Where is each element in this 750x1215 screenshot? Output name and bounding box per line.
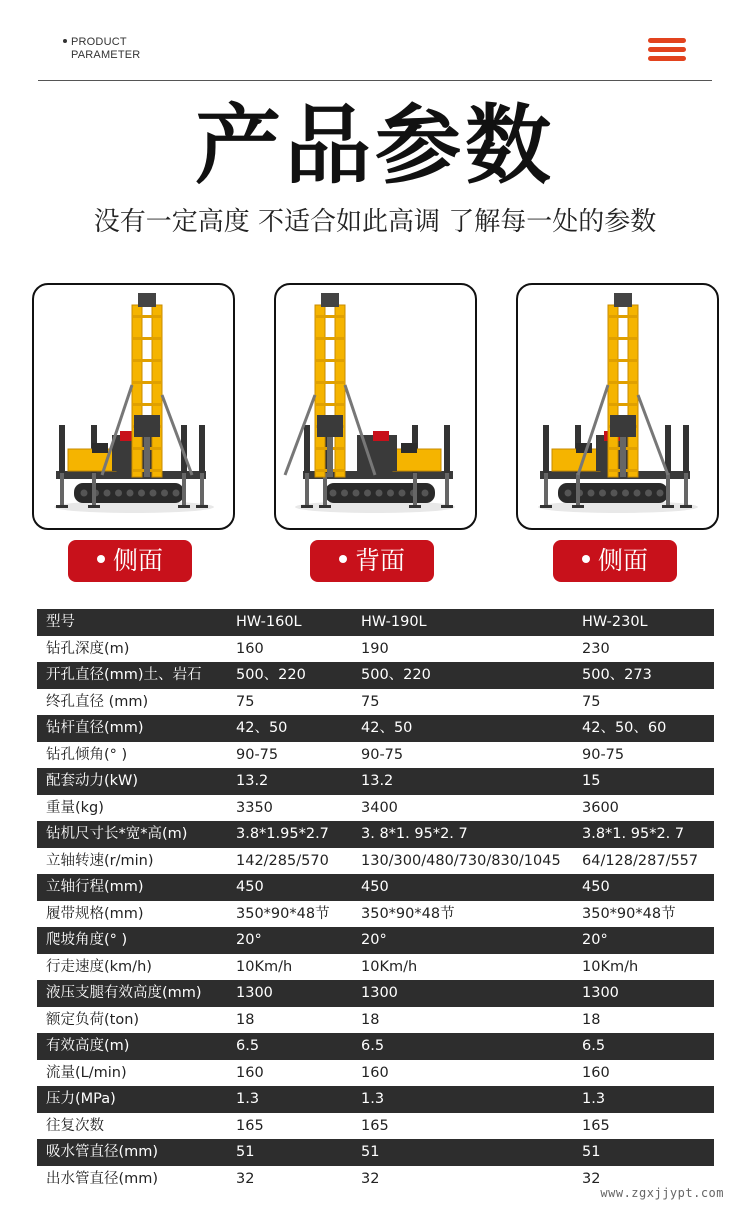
table-row [37,980,714,1007]
param-value-cell: 190 [361,640,389,657]
param-value-cell: 51 [236,1144,255,1160]
param-value-cell: 18 [582,1011,601,1028]
bullet-dot-icon [339,555,347,563]
param-name-cell: 终孔直径 (mm) [46,693,149,710]
table-row [37,636,714,663]
table-row [37,689,714,716]
table-row [37,662,714,689]
product-image-card [516,283,719,530]
param-value-cell: 6.5 [236,1038,260,1054]
page-header [0,0,750,82]
table-row [37,715,714,742]
param-value-cell: 75 [582,693,601,710]
param-value-cell: 13.2 [236,773,269,789]
param-value-cell: 350*90*48节 [361,905,455,922]
table-row [37,1060,714,1087]
param-value-cell: 165 [361,1117,389,1134]
param-value-cell: 160 [236,1064,264,1081]
param-value-cell: 51 [582,1144,601,1160]
param-name-cell: 流量(L/min) [46,1064,127,1081]
param-name-cell: 钻孔倾角(° ) [46,746,128,763]
param-value-cell: 130/300/480/730/830/1045 [361,852,561,869]
param-name-cell: 出水管直径(mm) [46,1170,159,1187]
param-value-cell: 42、50 [236,720,288,736]
param-name-cell: 爬坡角度(° ) [46,932,128,948]
param-name-cell: 行走速度(km/h) [46,958,152,975]
param-value-cell: 20° [236,932,262,948]
param-name-cell: 压力(MPa) [46,1091,116,1107]
table-row [37,901,714,928]
product-parameter-tag: PRODUCT PARAMETER [63,36,140,62]
param-value-cell: 160 [236,640,264,657]
param-value-cell: 10Km/h [361,958,418,975]
table-row [37,927,714,954]
param-value-cell: 3400 [361,799,398,816]
drilling-rig-illustration [518,285,717,528]
table-row [37,768,714,795]
param-value-cell: 1.3 [236,1091,260,1107]
param-value-cell: 230 [582,640,610,657]
bullet-dot-icon [97,555,105,563]
parameter-table [37,609,714,1192]
param-value-cell: 10Km/h [582,958,639,975]
hamburger-menu-icon[interactable] [648,38,686,62]
param-value-cell: 350*90*48节 [582,905,676,922]
drilling-rig-illustration [276,285,475,528]
header-divider [38,80,712,81]
param-value-cell: HW-160L [236,614,302,630]
param-value-cell: 32 [582,1170,601,1187]
param-value-cell: 500、220 [361,667,431,683]
param-name-cell: 额定负荷(ton) [46,1011,140,1028]
table-row [37,1007,714,1034]
page-subtitle: 没有一定高度 不适合如此高调 了解每一处的参数 [93,207,657,237]
param-value-cell: 1300 [361,985,398,1001]
bullet-dot-icon [582,555,590,563]
param-value-cell: 3.8*1. 95*2. 7 [582,826,685,842]
param-value-cell: 3350 [236,799,273,816]
param-value-cell: 6.5 [361,1038,385,1054]
table-row [37,1086,714,1113]
table-row [37,821,714,848]
param-value-cell: 142/285/570 [236,852,329,869]
param-value-cell: 1300 [582,985,619,1001]
param-value-cell: 1300 [236,985,273,1001]
table-row [37,795,714,822]
param-value-cell: 13.2 [361,773,394,789]
table-header-row [37,609,714,636]
param-value-cell: 42、50、60 [582,720,667,736]
param-value-cell: 75 [361,693,380,710]
param-value-cell: HW-230L [582,614,648,630]
param-value-cell: 18 [361,1011,380,1028]
param-value-cell: 3.8*1.95*2.7 [236,826,329,842]
param-value-cell: 75 [236,693,255,710]
param-value-cell: 450 [236,879,264,895]
product-image-card [274,283,477,530]
param-value-cell: 90-75 [236,746,279,763]
param-value-cell: 165 [582,1117,610,1134]
param-name-cell: 立轴转速(r/min) [46,852,154,869]
param-name-cell: 重量(kg) [46,799,104,816]
param-value-cell: 165 [236,1117,264,1134]
param-name-cell: 有效高度(m) [46,1038,130,1054]
param-value-cell: 10Km/h [236,958,293,975]
param-value-cell: 1.3 [361,1091,385,1107]
param-name-cell: 配套动力(kW) [46,773,139,789]
watermark-text: www.zgxjjypt.com [600,1186,724,1200]
param-name-cell: 钻机尺寸长*宽*高(m) [46,826,188,842]
param-value-cell: 500、220 [236,667,306,683]
param-name-cell: 型号 [46,614,75,630]
param-name-cell: 开孔直径(mm)土、岩石 [46,667,202,683]
bullet-dot-icon [63,39,67,43]
param-value-cell: 6.5 [582,1038,606,1054]
view-label-side: 侧面 [553,540,677,582]
param-value-cell: 160 [361,1064,389,1081]
table-row [37,1113,714,1140]
param-value-cell: 3. 8*1. 95*2. 7 [361,826,468,842]
param-name-cell: 吸水管直径(mm) [46,1144,159,1160]
param-name-cell: 往复次数 [46,1117,104,1134]
param-name-cell: 立轴行程(mm) [46,879,144,895]
param-value-cell: 42、50 [361,720,413,736]
param-value-cell: 32 [361,1170,380,1187]
param-value-cell: 20° [582,932,608,948]
param-value-cell: 64/128/287/557 [582,852,699,869]
param-value-cell: 18 [236,1011,255,1028]
table-row [37,954,714,981]
param-value-cell: 90-75 [361,746,404,763]
param-value-cell: 450 [582,879,610,895]
product-views [0,283,750,583]
param-value-cell: 32 [236,1170,255,1187]
view-label-side: 侧面 [68,540,192,582]
table-row [37,1139,714,1166]
param-name-cell: 钻孔深度(m) [46,640,130,657]
param-name-cell: 液压支腿有效高度(mm) [46,985,202,1001]
param-name-cell: 履带规格(mm) [46,905,144,922]
table-row [37,742,714,769]
page-title: 产品参数 [195,96,555,196]
table-row [37,874,714,901]
table-row [37,848,714,875]
param-value-cell: HW-190L [361,614,427,630]
product-image-card [32,283,235,530]
param-name-cell: 钻杆直径(mm) [46,720,144,736]
table-row [37,1033,714,1060]
param-value-cell: 51 [361,1144,380,1160]
view-label-back: 背面 [310,540,434,582]
param-value-cell: 3600 [582,799,619,816]
param-value-cell: 500、273 [582,667,652,683]
param-value-cell: 20° [361,932,387,948]
param-value-cell: 350*90*48节 [236,905,330,922]
param-value-cell: 1.3 [582,1091,606,1107]
param-value-cell: 160 [582,1064,610,1081]
param-value-cell: 450 [361,879,389,895]
param-value-cell: 15 [582,773,601,789]
param-value-cell: 90-75 [582,746,625,763]
drilling-rig-illustration [34,285,233,528]
